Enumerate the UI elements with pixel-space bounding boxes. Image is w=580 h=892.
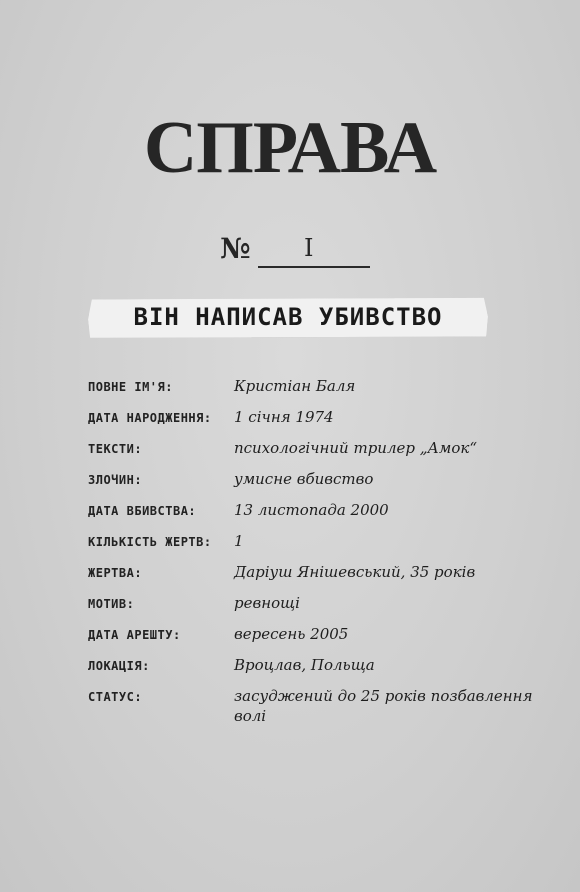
field-value: умисне вбивство xyxy=(234,470,374,488)
field-key: ДАТА АРЕШТУ: xyxy=(88,628,181,642)
field-value: ревнощі xyxy=(234,594,300,612)
case-number-value: I xyxy=(304,234,314,262)
field-row-status xyxy=(88,686,558,742)
field-key: КІЛЬКІСТЬ ЖЕРТВ: xyxy=(88,535,212,549)
field-key: МОТИВ: xyxy=(88,597,135,611)
number-underline xyxy=(258,266,370,268)
field-value: Даріуш Янішевський, 35 років xyxy=(234,563,476,581)
field-key: ЖЕРТВА: xyxy=(88,566,143,580)
field-row-victim-count xyxy=(88,531,558,562)
field-value: вересень 2005 xyxy=(234,625,349,643)
field-key: ДАТА ВБИВСТВА: xyxy=(88,504,197,518)
field-row-murder-date xyxy=(88,500,558,531)
field-row-location xyxy=(88,655,558,686)
field-row-crime xyxy=(88,469,558,500)
field-row-full-name xyxy=(88,376,558,407)
page-title: СПРАВА xyxy=(143,107,437,189)
field-key: ЗЛОЧИН: xyxy=(88,473,143,487)
field-value: психологічний трилер „Амок“ xyxy=(234,439,477,457)
number-sign: № xyxy=(220,232,251,265)
field-value: Вроцлав, Польща xyxy=(234,656,375,674)
case-fields xyxy=(88,376,558,742)
field-key: ЛОКАЦІЯ: xyxy=(88,659,150,673)
case-label: ВІН НАПИСАВ УБИВСТВО xyxy=(133,303,443,331)
field-value: Кристіан Баля xyxy=(234,377,356,395)
field-key: ПОВНЕ ІМ'Я: xyxy=(88,380,173,394)
field-value: 13 листопада 2000 xyxy=(234,501,389,519)
field-row-birth-date xyxy=(88,407,558,438)
field-key: ТЕКСТИ: xyxy=(88,442,143,456)
field-key: ДАТА НАРОДЖЕННЯ: xyxy=(88,411,212,425)
field-row-motive xyxy=(88,593,558,624)
field-value: засуджений до 25 років позбавлення волі xyxy=(234,687,533,725)
field-row-texts xyxy=(88,438,558,469)
field-value: 1 xyxy=(234,532,244,550)
field-row-arrest-date xyxy=(88,624,558,655)
case-number xyxy=(220,230,380,270)
field-value: 1 січня 1974 xyxy=(234,408,334,426)
field-row-victim xyxy=(88,562,558,593)
field-key: СТАТУС: xyxy=(88,690,143,704)
